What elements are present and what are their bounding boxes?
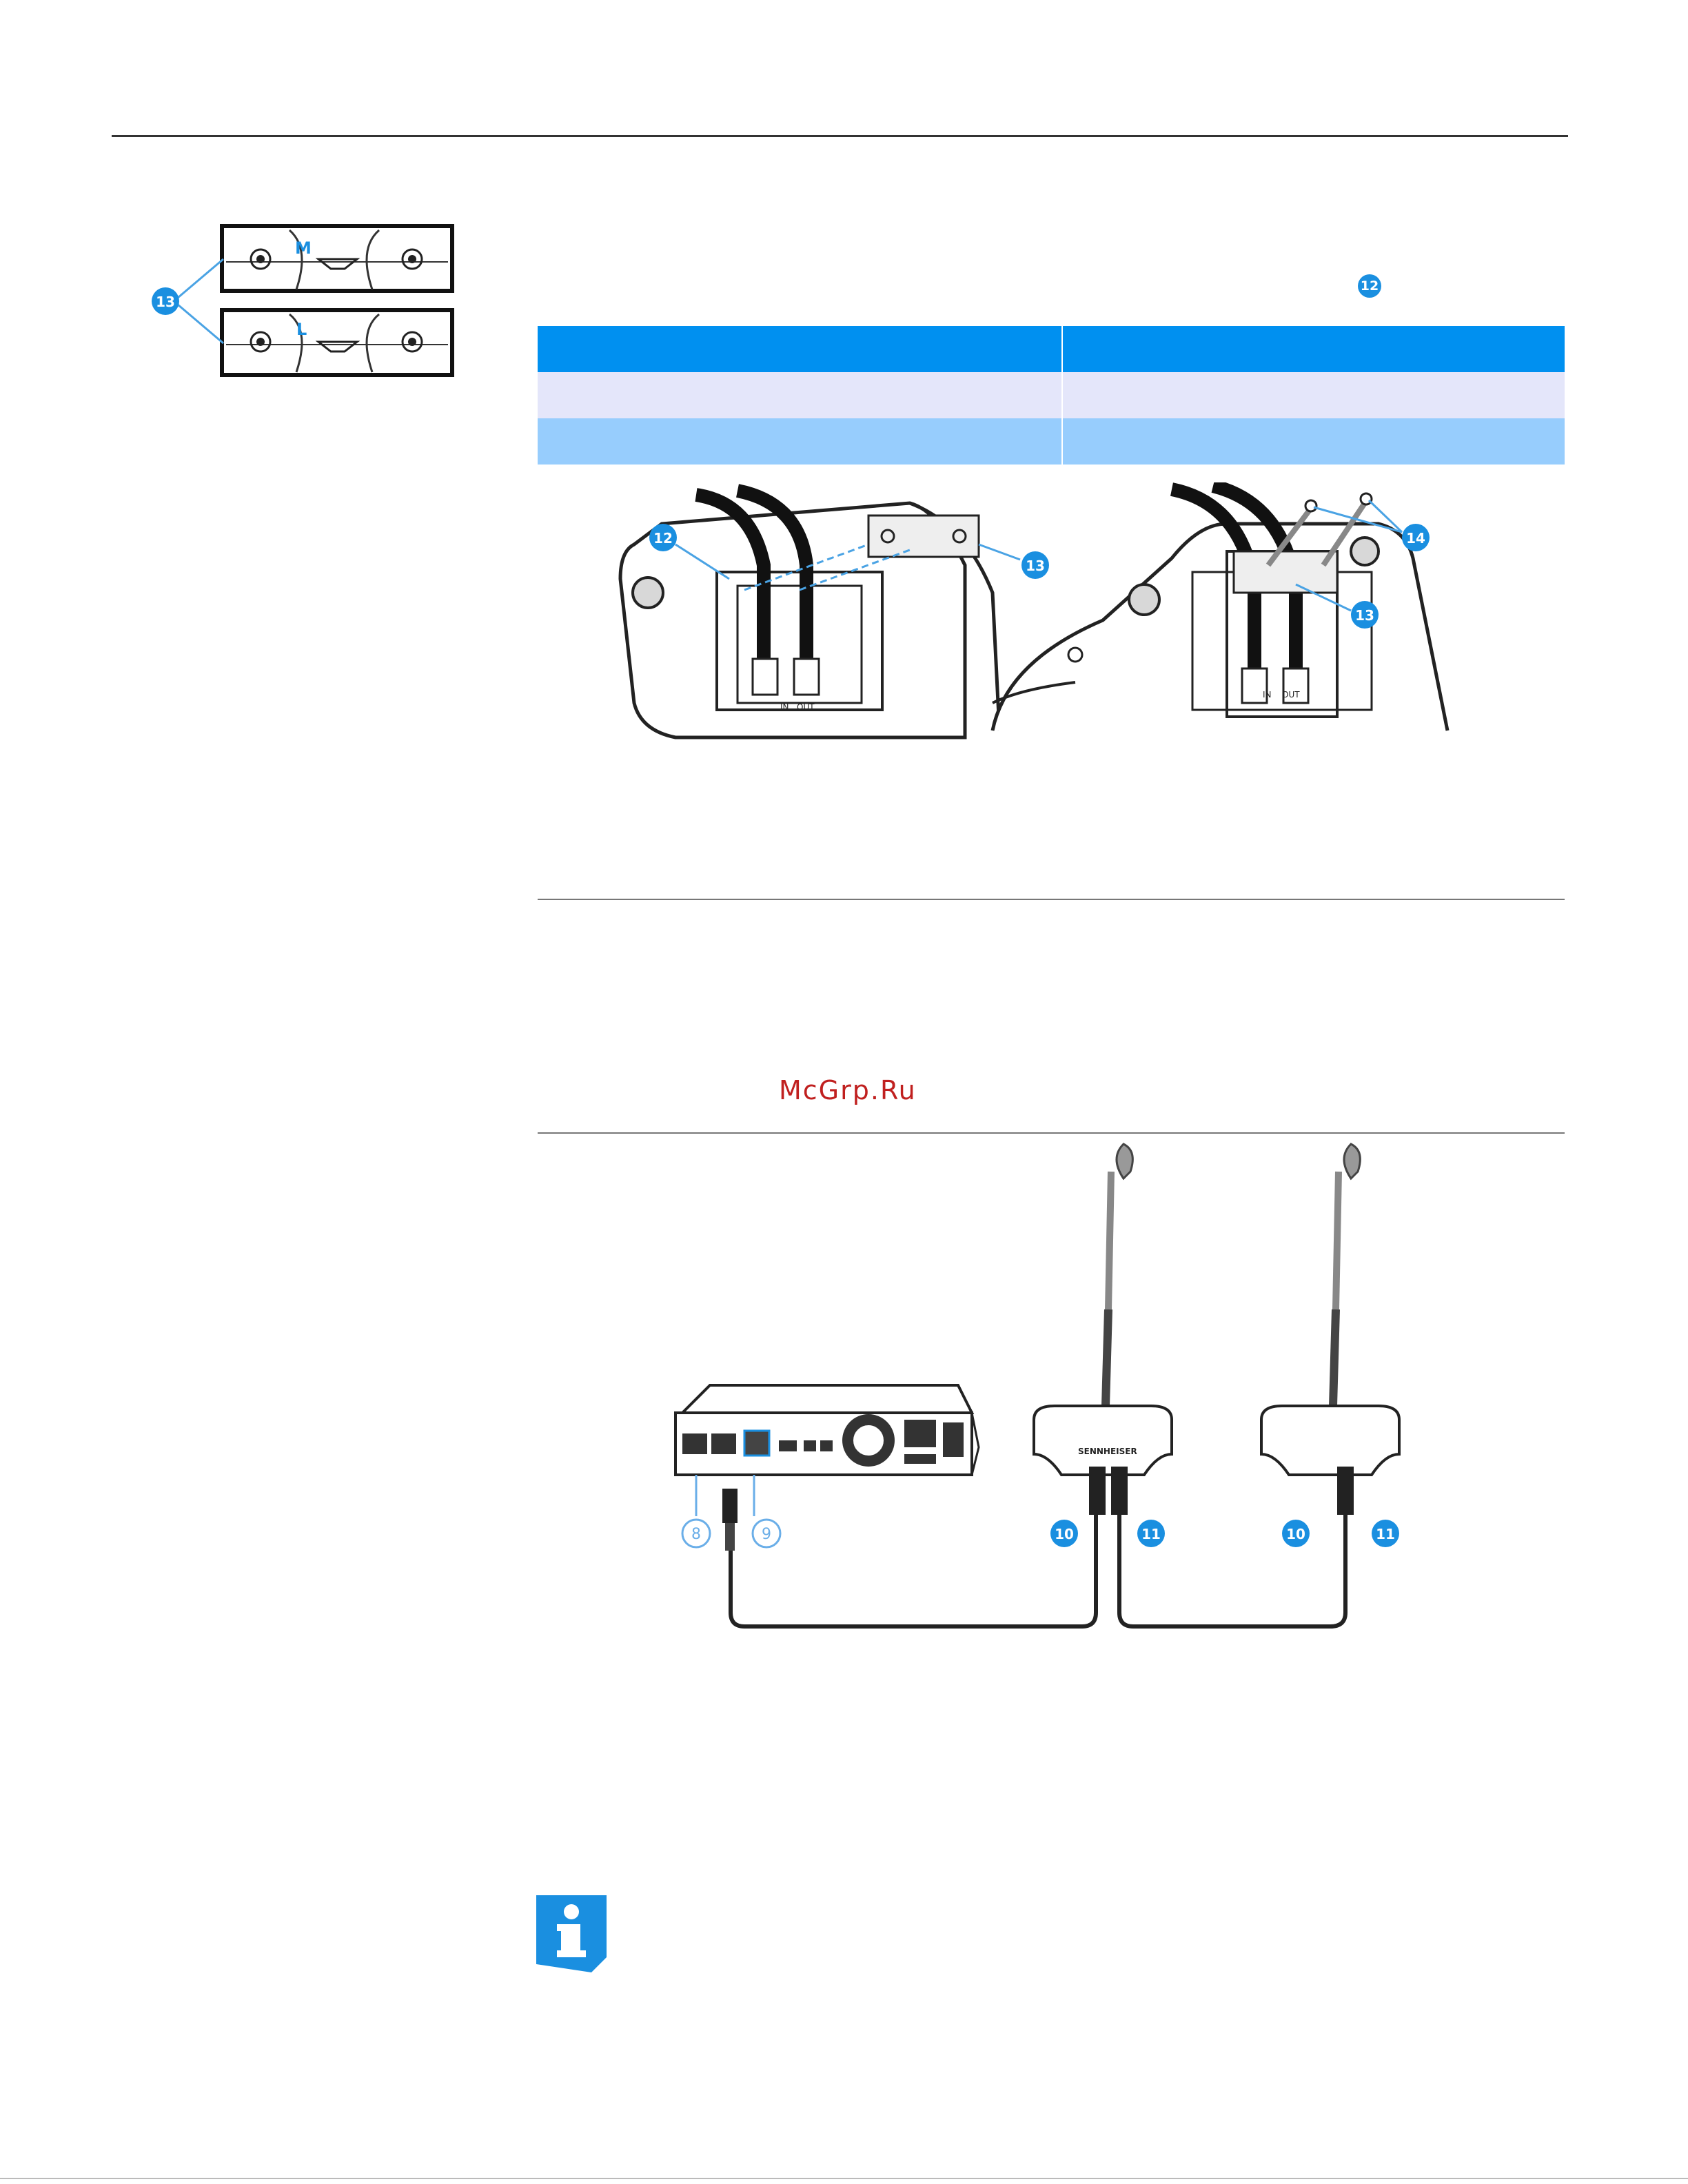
info-icon (536, 1895, 607, 1972)
central-unit (675, 1385, 979, 1475)
brand-label-1: SENNHEISER (1078, 1447, 1137, 1456)
conference-unit-1 (1034, 1144, 1172, 1515)
callout-9: 9 (762, 1526, 771, 1543)
table-header-row (538, 326, 1565, 372)
callout-11-a: 11 (1141, 1526, 1161, 1542)
daisy-chain-diagram (648, 1130, 1447, 1654)
underside-left (620, 491, 1049, 737)
microphone-underside-figure (579, 482, 1558, 744)
label-out-left: OUT (797, 702, 815, 712)
callout-14: 14 (1406, 530, 1425, 547)
callout-10-b: 10 (1286, 1526, 1305, 1542)
cable-holder-figure (138, 221, 462, 386)
cable-holder-m (222, 226, 452, 291)
label-out-right: OUT (1282, 690, 1300, 700)
callout-13-left: 13 (156, 294, 175, 310)
callout-10-a: 10 (1055, 1526, 1074, 1542)
holder-letter-l: L (296, 320, 307, 339)
watermark: McGrp.Ru (779, 1075, 917, 1105)
table-row (538, 372, 1565, 418)
section-rule (538, 899, 1565, 900)
table-row (538, 418, 1565, 465)
holder-letter-m: M (295, 238, 312, 258)
label-in-right: IN (1263, 690, 1272, 700)
conference-unit-2 (1261, 1144, 1399, 1515)
callout-13-b: 13 (1355, 607, 1374, 624)
spec-table (538, 326, 1565, 465)
label-in-left: IN (780, 702, 789, 712)
cable-holder-l (222, 310, 452, 375)
callout-8: 8 (691, 1526, 701, 1543)
footer-rule (0, 2178, 1688, 2179)
callout-12: 12 (653, 530, 673, 547)
callout-11-b: 11 (1376, 1526, 1395, 1542)
underside-right (993, 486, 1447, 731)
callout-13-a: 13 (1026, 558, 1045, 574)
callout-12-inline: 12 (1358, 274, 1381, 298)
header-rule (112, 135, 1568, 137)
